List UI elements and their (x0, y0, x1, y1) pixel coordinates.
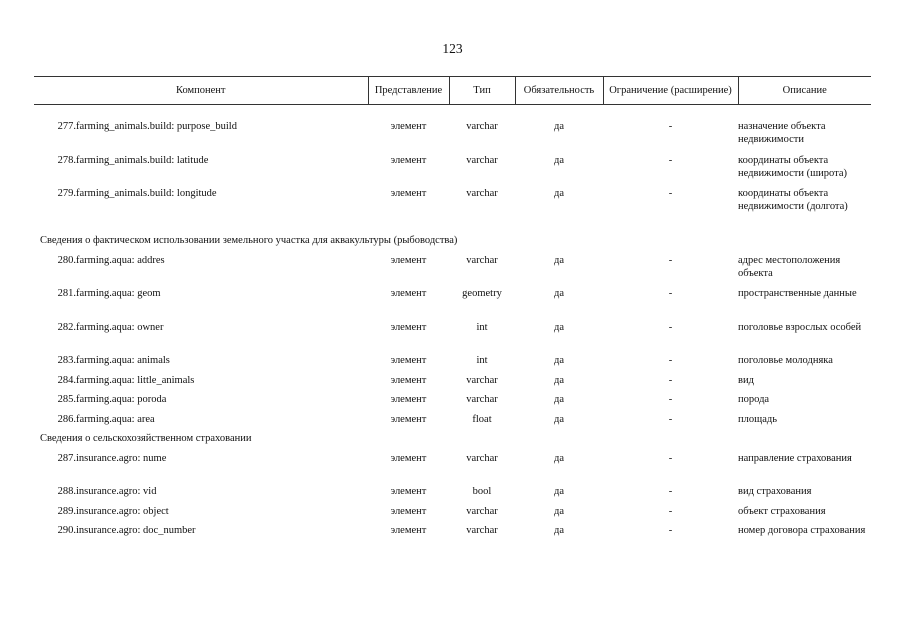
row-component: farming.aqua: animals (76, 355, 170, 366)
row-required: да (553, 355, 564, 366)
row-representation: элемент (390, 188, 427, 199)
row-number: 281. (57, 288, 76, 299)
header-description: Описание (738, 77, 871, 105)
row-component: insurance.agro: nume (76, 452, 167, 464)
section-heading-row (34, 432, 871, 452)
header-component: Компонент (34, 77, 368, 105)
row-type: varchar (466, 525, 498, 536)
row-type: float (472, 413, 492, 425)
row-type: varchar (466, 254, 498, 266)
row-representation: элемент (390, 413, 427, 425)
row-representation: элемент (390, 452, 427, 464)
row-description: адрес местоположения объекта (738, 254, 841, 279)
row-number: 290. (57, 525, 76, 536)
row-description: номер договора страхования (738, 525, 866, 536)
row-required: да (553, 394, 564, 405)
table-row (34, 321, 871, 355)
table-row (34, 413, 871, 433)
row-number: 282. (57, 321, 76, 333)
row-type: varchar (466, 188, 498, 199)
row-component: insurance.agro: vid (76, 486, 157, 497)
row-component: farming.aqua: addres (76, 254, 165, 266)
page-number: 123 (442, 41, 463, 56)
row-representation: элемент (390, 254, 427, 266)
row-required: да (553, 154, 564, 166)
row-constraint: - (668, 288, 673, 299)
row-required: да (553, 413, 564, 425)
row-type: varchar (466, 374, 498, 386)
row-required: да (553, 452, 564, 464)
row-constraint: - (668, 525, 673, 536)
row-number: 287. (57, 452, 76, 464)
row-component: farming.aqua: poroda (76, 394, 167, 405)
header-required: Обязательность (515, 77, 603, 105)
table-row (34, 354, 871, 374)
row-type: geometry (462, 288, 502, 299)
row-description: площадь (738, 413, 777, 425)
table-row (34, 452, 871, 486)
table-row (34, 120, 871, 154)
header-representation: Представление (368, 77, 449, 105)
row-representation: элемент (390, 321, 427, 333)
row-component: insurance.agro: object (76, 505, 169, 517)
row-number: 286. (57, 413, 76, 425)
row-description: поголовье молодняка (738, 355, 833, 366)
row-component: farming.aqua: geom (76, 288, 161, 299)
row-description: вид страхования (738, 486, 812, 497)
row-representation: элемент (390, 121, 427, 132)
row-required: да (553, 321, 564, 333)
row-component: farming.aqua: little_animals (76, 374, 195, 386)
row-required: да (553, 254, 564, 266)
row-number: 285. (57, 394, 76, 405)
row-required: да (553, 188, 564, 199)
header-type: Тип (449, 77, 515, 105)
row-constraint: - (668, 505, 673, 517)
row-number: 278. (57, 154, 76, 166)
row-description: назначение объекта недвижимости (738, 121, 826, 145)
row-type: int (476, 355, 488, 366)
table-row (34, 254, 871, 288)
row-constraint: - (668, 374, 673, 386)
row-required: да (553, 525, 564, 536)
row-type: varchar (466, 505, 498, 517)
section-heading-insurance: Сведения о сельскохозяйственном страховании (40, 433, 252, 444)
row-number: 288. (57, 486, 76, 497)
table-row (34, 393, 871, 413)
row-required: да (553, 288, 564, 299)
row-component: farming_animals.build: longitude (76, 188, 217, 199)
row-constraint: - (668, 121, 673, 132)
row-component: farming.aqua: owner (76, 321, 164, 333)
row-component: farming.aqua: area (76, 413, 155, 425)
table-row (34, 485, 871, 505)
row-description: координаты объекта недвижимости (широта) (738, 154, 848, 179)
row-representation: элемент (390, 525, 427, 536)
row-number: 277. (57, 121, 76, 132)
row-required: да (553, 374, 564, 386)
row-description: объект страхования (738, 505, 826, 517)
row-type: bool (472, 486, 492, 497)
row-constraint: - (668, 355, 673, 366)
row-number: 280. (57, 254, 76, 266)
table-row (34, 505, 871, 525)
row-description: поголовье взрослых особей (738, 321, 862, 333)
row-representation: элемент (390, 394, 427, 405)
row-description: порода (738, 394, 770, 405)
row-representation: элемент (390, 154, 427, 166)
section-heading-row (34, 234, 871, 254)
row-constraint: - (668, 452, 673, 464)
row-number: 284. (57, 374, 76, 386)
row-representation: элемент (390, 355, 427, 366)
table-row (34, 524, 871, 558)
row-constraint: - (668, 486, 673, 497)
row-representation: элемент (390, 288, 427, 299)
row-constraint: - (668, 394, 673, 405)
row-component: farming_animals.build: purpose_build (76, 121, 237, 132)
row-type: varchar (466, 452, 498, 464)
row-constraint: - (668, 154, 673, 166)
row-number: 279. (57, 188, 76, 199)
row-constraint: - (668, 413, 673, 425)
row-type: varchar (466, 394, 498, 405)
row-component: insurance.agro: doc_number (76, 525, 196, 536)
row-required: да (553, 505, 564, 517)
table-header-row (34, 77, 871, 105)
row-constraint: - (668, 321, 673, 333)
row-description: пространственные данные (738, 288, 857, 299)
row-required: да (553, 121, 564, 132)
row-number: 289. (57, 505, 76, 517)
section-heading-aquaculture: Сведения о фактическом использовании земельного участка для аквакультуры (рыбоводства) (40, 235, 458, 246)
row-representation: элемент (390, 486, 427, 497)
row-component: farming_animals.build: latitude (76, 154, 209, 166)
row-type: varchar (466, 121, 498, 132)
row-description: координаты объекта недвижимости (долгота) (738, 188, 848, 212)
row-constraint: - (668, 254, 673, 266)
spec-table (34, 76, 871, 558)
row-number: 283. (57, 355, 76, 366)
table-row (34, 374, 871, 394)
row-constraint: - (668, 188, 673, 199)
row-type: varchar (466, 154, 498, 166)
row-description: вид (738, 374, 754, 386)
table-row (34, 154, 871, 188)
row-representation: элемент (390, 505, 427, 517)
table-row (34, 287, 871, 321)
header-constraint: Ограничение (расширение) (603, 77, 738, 105)
row-representation: элемент (390, 374, 427, 386)
row-required: да (553, 486, 564, 497)
table-row (34, 187, 871, 234)
row-description: направление страхования (738, 452, 852, 464)
row-type: int (476, 321, 488, 333)
